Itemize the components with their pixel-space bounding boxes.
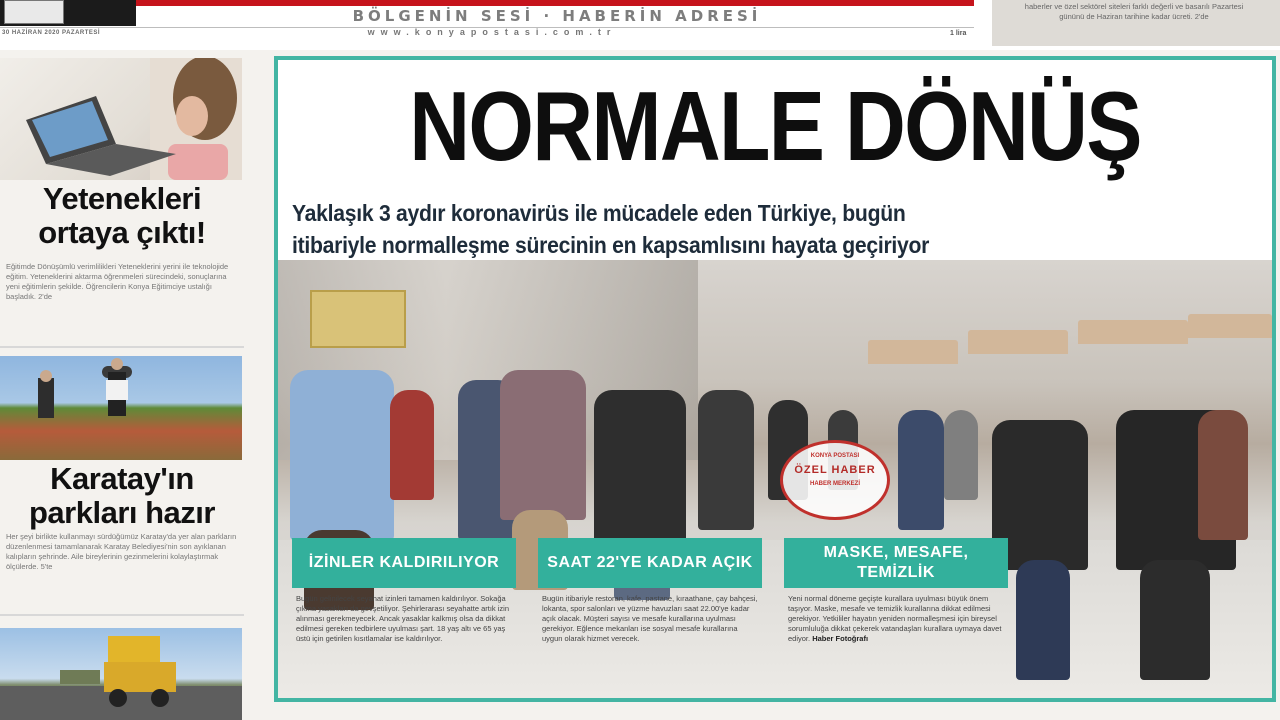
pedestrian (698, 390, 754, 530)
divider (0, 614, 244, 616)
masthead-promo-box (992, 0, 1280, 46)
column-byline: Haber Fotoğrafı (812, 634, 869, 643)
column-heading: İZİNLER KALDIRILIYOR (292, 538, 516, 588)
subhead-line: Yaklaşık 3 aydır koronavirüs ile mücadele eden Türkiye, bugün (292, 200, 906, 226)
main-subhead (292, 197, 1184, 261)
pedestrian-legs (1016, 560, 1070, 680)
promo-text: haberler ve özel sektörel siteleri farklı değerli ve basarılı Pazartesi gününü de Haziran tarihine kadar ücreti. 2'de (1024, 2, 1244, 21)
headline-line: parkları hazır (29, 495, 215, 530)
divider (0, 346, 244, 348)
exclusive-news-stamp (780, 440, 890, 520)
column-body: Bugün itibariyle restoran, kafe, pastane, kıraathane, çay bahçesi, lokanta, spor salonları ve yüzme havuzları saat 22.00'ye kadar açık olacak. Müşteri sayısı ve mesafe kurallarına uyulması gerekiyor. Eğlence mekanları ise sosyal mesafe kurallarına uygun olarak hizmet verecek. (542, 594, 758, 643)
left-sidebar (0, 52, 244, 720)
main-headline: NORMALE DÖNÜŞ (409, 71, 1141, 181)
stamp-top-text: KONYA POSTASI (810, 453, 860, 459)
story-column-hours (538, 538, 764, 644)
pedestrian (1198, 410, 1248, 540)
column-body-text: Yeni normal döneme geçişte kurallara uyulması büyük önem taşıyor. Maske, mesafe ve temizlik kurallarına dikkat edilmesi gerekiyor. Yetkililer hayatın yeniden normalleşmesi için bireysel sorumluluğa dikkat çekerek vatandaşları kurallara uymaya davet ediyor. (788, 594, 1002, 643)
left-story-headline-1 (0, 182, 244, 250)
stamp-main-text: ÖZEL HABER (794, 464, 876, 476)
column-heading: SAAT 22'YE KADAR AÇIK (538, 538, 762, 588)
main-story-frame (274, 56, 1276, 702)
stamp-bottom-text: HABER MERKEZİ (809, 481, 860, 487)
masthead-slogan: BÖLGENİN SESİ · HABERİN ADRESİ (352, 7, 762, 25)
road-works-photo (0, 628, 242, 720)
column-body: Bugün gelinilecek seyahat izinleri tamamen kaldırılıyor. Sokağa çıkma yasakları da gevşetiliyor. Şehirlerarası seyahatte artık izin alınması gerekmeyecek. Ancak yasaklar kalkmış olsa da dikkat edilmesi gereken tedbirlere uyulması şart. 18 yaş altı ve 65 yaş üstü için getirilen kısıtlamalar ise kaldırılıyor. (296, 594, 510, 643)
headline-line: Karatay'ın (50, 461, 194, 496)
left-story-headline-2 (0, 462, 244, 530)
website-url: www.konyapostasi.com.tr (367, 27, 617, 37)
masthead (0, 0, 1280, 50)
left-story-body-1: Eğitimde Dönüşümlü verimlilikleri Yeteneklerini yerini ile teknolojide eğitim. Yeteneklerini aktarma öğrenmeleri sürecindeki, sonuçlarına yeni eğitimlerin şekilde. Öğrencilerin Konya Eğitimciye ustalığı başladık. 2'de (6, 262, 229, 301)
pedestrian (944, 410, 978, 500)
masthead-title-bar (136, 0, 974, 6)
column-body (788, 594, 1006, 644)
issue-price: 1 lira (950, 30, 967, 37)
story-column-mask (784, 538, 1010, 644)
column-heading: MASKE, MESAFE, TEMİZLİK (784, 538, 1008, 588)
headline-line: ortaya çıktı! (38, 215, 206, 250)
park-photo (0, 356, 242, 460)
pedestrian (594, 390, 686, 550)
market-awning (868, 340, 958, 364)
market-awning (1078, 320, 1188, 344)
issue-date: 30 HAZİRAN 2020 PAZARTESİ (2, 30, 101, 36)
pedestrian (290, 370, 394, 540)
logo-image (4, 0, 64, 24)
pedestrian (390, 390, 434, 500)
pedestrian (898, 410, 944, 530)
story-column-permits (292, 538, 518, 644)
laptop-photo (0, 58, 242, 180)
headline-line: Yetenekleri (42, 181, 202, 216)
left-story-body-2: Her şeyi birlikte kullanmayı sürdüğümüz Karatay'da yer alan parkların düzenlenmesi tamamlanarak Karatay Belediyesi'nin son ayıklanan kalıpların şehrinde. Aile bireylerinin gezinmelerini kolaylaştırmak ölçülerde. 5'te (6, 532, 237, 571)
subhead-line: itibariyle normalleşme sürecinin en kapsamlısını hayata geçiriyor (292, 232, 930, 258)
market-awning (968, 330, 1068, 354)
newspaper-logo-block (0, 0, 136, 26)
shop-sign (310, 290, 406, 348)
market-awning (1188, 314, 1272, 338)
pedestrian-legs (1140, 560, 1210, 680)
pedestrian (500, 370, 586, 520)
